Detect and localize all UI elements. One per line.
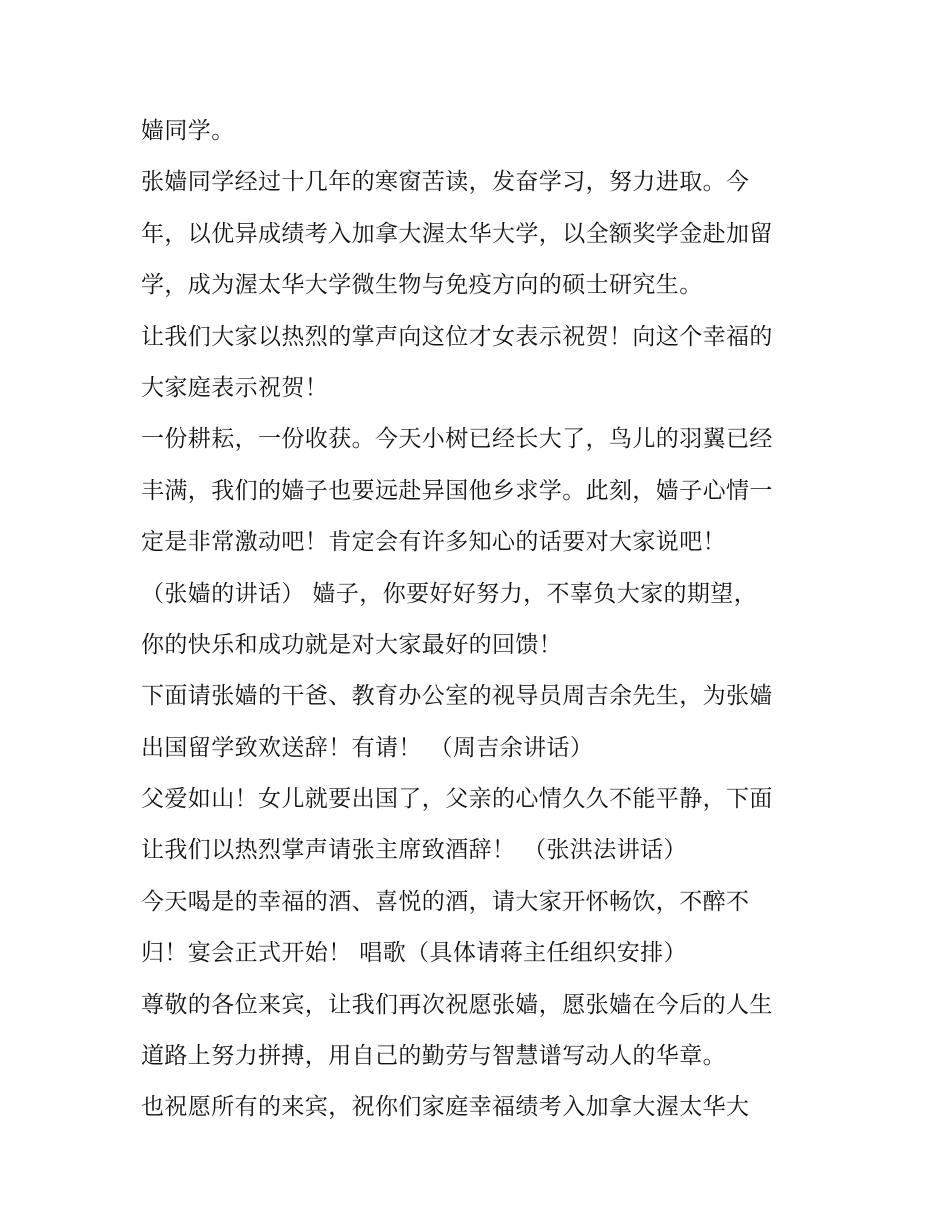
document-body xyxy=(141,106,821,1134)
text-line: 定是非常激动吧！肯定会有许多知心的话要对大家说吧！ xyxy=(141,529,726,556)
text-line: 一份耕耘，一份收获。今天小树已经长大了，鸟儿的羽翼已经 xyxy=(141,426,773,453)
text-line: 归！宴会正式开始！ 唱歌（具体请蒋主任组织安排） xyxy=(141,940,687,967)
text-line: 道路上努力拼搏，用自己的勤劳与智慧谱写动人的华章。 xyxy=(141,1043,726,1070)
text-line: 你的快乐和成功就是对大家最好的回馈！ xyxy=(141,631,563,658)
text-line: 年，以优异成绩考入加拿大渥太华大学，以全额奖学金赴加留 xyxy=(141,220,773,247)
text-line: 也祝愿所有的来宾，祝你们家庭幸福绩考入加拿大渥太华大 xyxy=(141,1094,750,1121)
text-line: 学，成为渥太华大学微生物与免疫方向的硕士研究生。 xyxy=(141,272,703,299)
text-line: 让我们大家以热烈的掌声向这位才女表示祝贺！向这个幸福的 xyxy=(141,323,773,350)
text-line: 嫱同学。 xyxy=(141,118,235,144)
text-line: 父爱如山！女儿就要出国了，父亲的心情久久不能平静，下面 xyxy=(141,786,773,813)
text-line: 大家庭表示祝贺！ xyxy=(141,374,329,401)
text-line: 下面请张嫱的干爸、教育办公室的视导员周吉余先生，为张嫱 xyxy=(141,683,773,710)
text-line: （张嫱的讲话） 嫱子，你要好好努力，不辜负大家的期望， xyxy=(141,580,758,607)
text-line: 出国留学致欢送辞！有请！ （周吉余讲话） xyxy=(141,734,594,761)
text-line: 让我们以热烈掌声请张主席致酒辞！ （张洪法讲话） xyxy=(141,837,687,864)
text-line: 丰满，我们的嫱子也要远赴异国他乡求学。此刻，嫱子心情一 xyxy=(141,477,773,504)
text-line: 尊敬的各位来宾，让我们再次祝愿张嫱，愿张嫱在今后的人生 xyxy=(141,991,773,1018)
text-line: 今天喝是的幸福的酒、喜悦的酒，请大家开怀畅饮，不醉不 xyxy=(141,888,750,915)
text-line: 张嫱同学经过十几年的寒窗苦读，发奋学习，努力进取。今 xyxy=(141,169,750,196)
